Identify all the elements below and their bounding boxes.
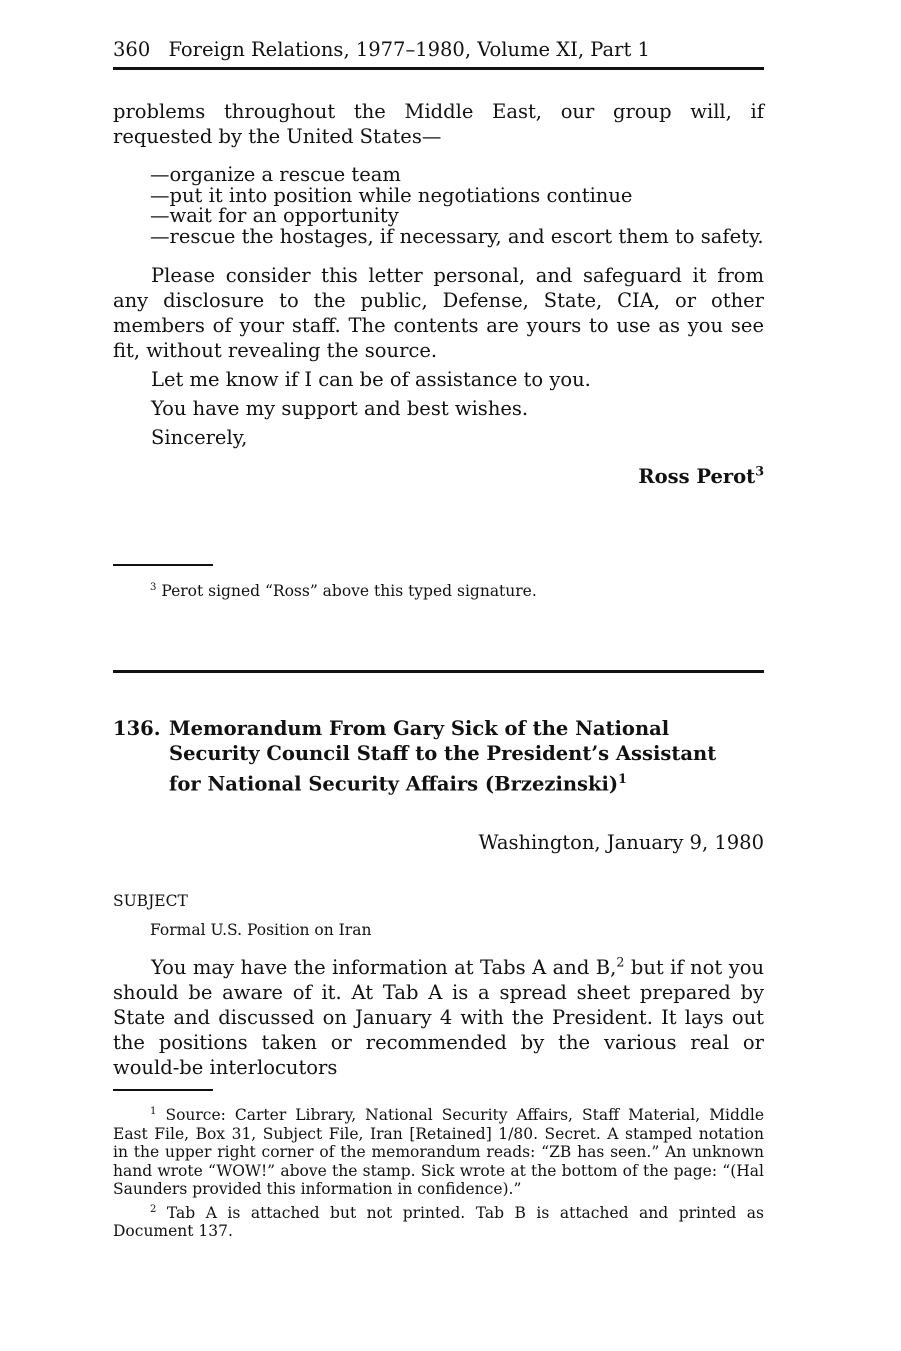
footnote-1: [113, 1106, 764, 1199]
document-number: 136.: [113, 717, 161, 740]
paragraph-assist: Let me know if I can be of assistance to you.: [151, 368, 591, 391]
footnotes: [113, 1106, 764, 1241]
closing: Sincerely,: [151, 426, 248, 449]
footnote-rule: [113, 564, 764, 566]
subject-label: [113, 892, 764, 910]
footnote-text: Source: Carter Library, National Security Affairs, Staff Material, Middle East File, Box 31, Subject File, Iran [Retained] 1/80. Secret. A stamped notation in the upper right corner of the memorandum reads: “ZB has seen.” An unknown hand wrote “WOW!” above the stamp. Sick wrote at the bottom of the page: “(Hal Saunders provided this information in confidence).”: [113, 1106, 764, 1198]
document-title: Memorandum From Gary Sick of the National Security Council Staff to the President’s Assistant for National Security Affairs (Brzezinski): [169, 717, 717, 796]
dateline-text: Washington, January 9, 1980: [478, 831, 764, 854]
list-item: —put it into position while negotiations continue: [150, 183, 633, 207]
subject: [150, 921, 801, 939]
footnote-text: Tab A is attached but not printed. Tab B is attached and printed as Document 137.: [113, 1203, 764, 1240]
list-item: —organize a rescue team: [150, 163, 401, 186]
memo-text-start: You may have the information at Tabs A and B,: [151, 956, 617, 979]
letter-body: [113, 263, 764, 450]
footnote-ref: 1: [618, 771, 627, 786]
dateline: [113, 830, 764, 855]
paragraph-personal: Please consider this letter personal, and safeguard it from any disclosure to the public, Defense, State, CIA, or other members of your staff. The contents are yours to use as you see fit, without revealing the source.: [113, 264, 764, 362]
list-item: —wait for an opportunity: [150, 204, 399, 227]
footnote-marker: 1: [150, 1105, 157, 1117]
document-heading: [113, 716, 764, 797]
running-title: Foreign Relations, 1977–1980, Volume XI, Part 1: [168, 38, 650, 61]
subject-text: Formal U.S. Position on Iran: [150, 921, 372, 939]
footnote-marker: 2: [150, 1203, 157, 1215]
subject-label-text: SUBJECT: [113, 892, 188, 910]
letter-continuation: [113, 99, 764, 149]
footnote-ref: 3: [755, 463, 764, 479]
section-divider: [113, 670, 764, 673]
memo-text-rest: but if not you should be aware of it. At Tab A is a spread sheet prepared by State and discussed on January 4 with the President. It lays out the positions taken or recommended by the various real or would-be interlocutors: [113, 956, 765, 1079]
footnote-2: [113, 1204, 764, 1241]
signature-name: Ross Perot: [638, 465, 756, 488]
footnote-rule: [113, 1089, 764, 1091]
footnote-3: [113, 582, 764, 601]
footnote-text: Perot signed “Ross” above this typed signature.: [161, 582, 537, 600]
running-header: [113, 38, 764, 70]
list-item: —rescue the hostages, if necessary, and escort them to safety.: [150, 224, 764, 248]
memo-paragraph: [113, 955, 764, 1080]
rescue-steps-list: [113, 165, 801, 247]
letter-continuation-text: problems throughout the Middle East, our group will, if requested by the United States—: [113, 100, 764, 148]
memo-body: [113, 955, 764, 1080]
footnote-marker: 3: [150, 581, 157, 593]
footnote-ref: 2: [616, 954, 625, 970]
page-number: 360: [113, 38, 151, 61]
signature: [113, 464, 764, 489]
paragraph-support: You have my support and best wishes.: [151, 397, 529, 420]
